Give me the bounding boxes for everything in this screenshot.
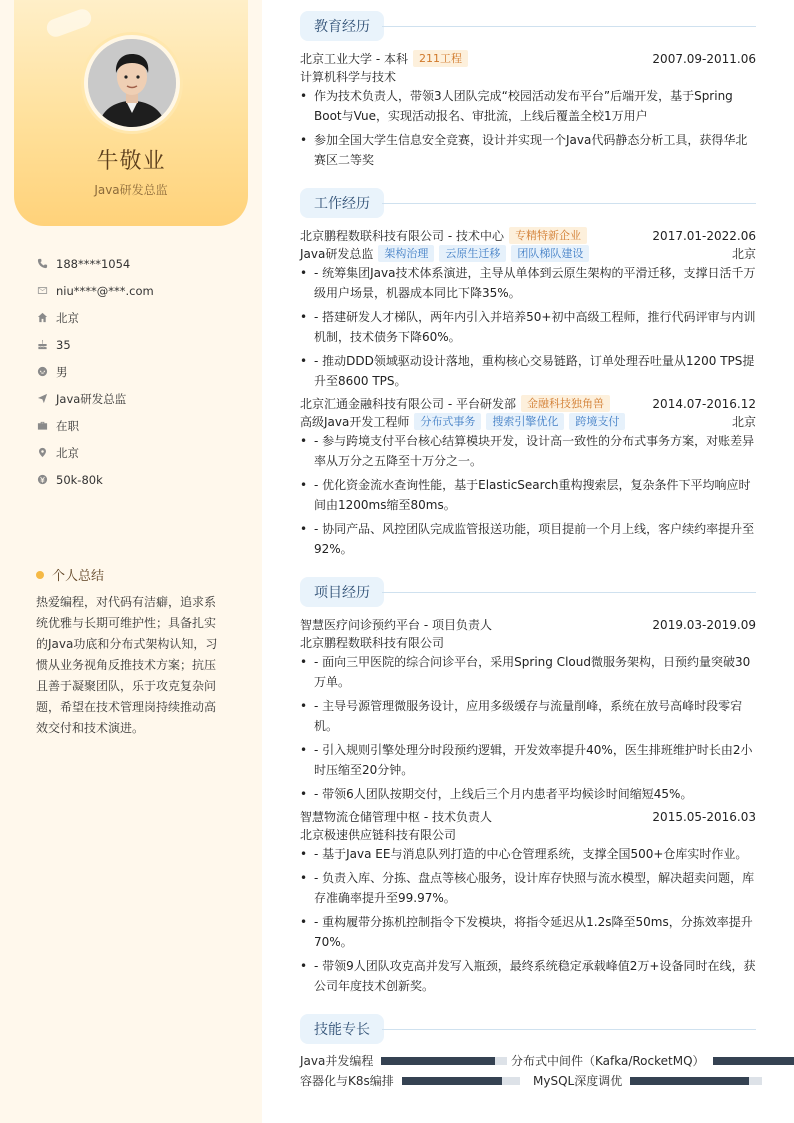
- education-period: 2007.09-2011.06: [652, 51, 756, 66]
- decorative-pill: [44, 7, 93, 40]
- skill-item: [300, 1052, 507, 1069]
- list-item: • 参加全国大学生信息安全竞赛，设计并实现一个Java代码静态分析工具，获得华北赛区二等奖: [300, 133, 748, 167]
- project-company: 北京极速供应链科技有限公司: [300, 828, 457, 842]
- contact-text: 188****1054: [56, 256, 131, 271]
- project-header: [300, 616, 756, 633]
- skill-bar: [713, 1057, 794, 1065]
- skill-tag: 跨境支付: [569, 413, 625, 430]
- list-item: • - 重构履带分拣机控制指令下发模块，将指令延迟从1.2s降至50ms，分拣效率提升70%。: [300, 915, 753, 949]
- contact-list: [36, 250, 246, 493]
- list-item: • - 优化资金流水查询性能，基于ElasticSearch重构搜索层，复杂条件下平均响应时间由1200ms缩至80ms。: [300, 478, 751, 512]
- section-projects: [300, 577, 756, 607]
- work-role-row: [300, 245, 756, 262]
- list-item: • - 参与跨境支付平台核心结算模块开发，设计高一致性的分布式事务方案，对账差异率从万分之五降至十万分之一。: [300, 434, 755, 468]
- skill-name: 分布式中间件（Kafka/RocketMQ）: [511, 1054, 705, 1068]
- skill-bar: [402, 1077, 520, 1085]
- salary-icon: [36, 474, 48, 486]
- section-work: [300, 188, 756, 218]
- contact-location: [36, 439, 246, 466]
- contact-text: 在职: [56, 418, 79, 433]
- list-item: • - 负责入库、分拣、盘点等核心服务，设计库存快照与流水模型，解决超卖问题，库存准确率提升至99.97%。: [300, 871, 755, 905]
- work-city: 北京: [731, 247, 756, 261]
- contact-text: niu****@***.com: [56, 283, 154, 298]
- contact-status: [36, 412, 246, 439]
- candidate-name: 牛敬业: [96, 149, 166, 174]
- skill-name: 容器化与K8s编排: [300, 1074, 394, 1088]
- bullet-dot-icon: [36, 571, 44, 579]
- contact-home: [36, 304, 246, 331]
- skill-bar: [630, 1077, 762, 1085]
- summary-title: 个人总结: [52, 569, 105, 584]
- school-name: 北京工业大学 - 本科: [300, 52, 408, 66]
- contact-text: 50k-80k: [56, 472, 103, 487]
- work-period: 2017.01-2022.06: [652, 228, 756, 243]
- avatar: [88, 39, 176, 127]
- send-icon: [36, 393, 48, 405]
- section-title: 工作经历: [300, 188, 384, 218]
- avatar-frame: [84, 35, 180, 131]
- skill-bar-fill: [630, 1077, 749, 1085]
- summary-heading: [36, 565, 104, 584]
- section-title: 技能专长: [300, 1014, 384, 1044]
- briefcase-icon: [36, 420, 48, 432]
- cake-icon: [36, 339, 48, 351]
- job-role: Java研发总监: [300, 247, 374, 261]
- contact-text: Java研发总监: [56, 391, 127, 406]
- contact-salary: [36, 466, 246, 493]
- contact-age: [36, 331, 246, 358]
- contact-email: [36, 277, 246, 304]
- location-pin-icon: [36, 447, 48, 459]
- skill-bar-fill: [402, 1077, 502, 1085]
- section-education: [300, 11, 756, 41]
- contact-gender: [36, 358, 246, 385]
- section-divider: [382, 26, 756, 27]
- skill-bar-fill: [381, 1057, 494, 1065]
- section-divider: [382, 203, 756, 204]
- list-item: • - 带领6人团队按期交付，上线后三个月内患者平均候诊时间缩短45%。: [300, 787, 693, 801]
- skill-item: [533, 1072, 762, 1089]
- project-company-row: [300, 826, 756, 843]
- section-divider: [382, 592, 756, 593]
- list-item: • - 带领9人团队攻克高并发写入瓶颈，最终系统稳定承载峰值2万+设备同时在线，获公司年度技术创新奖。: [300, 959, 756, 993]
- skill-tag: 架构治理: [378, 245, 434, 262]
- work-header: [300, 227, 756, 244]
- project-name: 智慧医疗问诊预约平台 - 项目负责人: [300, 618, 492, 632]
- work-period: 2014.07-2016.12: [652, 396, 756, 411]
- home-icon: [36, 312, 48, 324]
- skill-tag: 搜索引擎优化: [486, 413, 564, 430]
- contact-position: [36, 385, 246, 412]
- skill-item: [300, 1072, 520, 1089]
- skill-name: Java并发编程: [300, 1054, 374, 1068]
- contact-text: 男: [56, 364, 68, 379]
- project-company-row: [300, 634, 756, 651]
- project-company: 北京鹏程数联科技有限公司: [300, 636, 445, 650]
- section-title: 教育经历: [300, 11, 384, 41]
- skill-tag: 云原生迁移: [439, 245, 506, 262]
- job-role: 高级Java开发工程师: [300, 415, 410, 429]
- list-item: • - 推动DDD领域驱动设计落地，重构核心交易链路，订单处理吞吐量从1200 TPS提升至8600 TPS。: [300, 354, 755, 388]
- candidate-title: Java研发总监: [94, 183, 168, 197]
- skill-item: [511, 1052, 794, 1069]
- contact-text: 35: [56, 337, 71, 352]
- skill-bar: [381, 1057, 507, 1065]
- project-header: [300, 808, 756, 825]
- company-name: 北京汇通金融科技有限公司 - 平台研发部: [300, 397, 516, 411]
- education-major-row: [300, 68, 756, 85]
- project-name: 智慧物流仓储管理中枢 - 技术负责人: [300, 810, 492, 824]
- list-item: • - 协同产品、风控团队完成监管报送功能，项目提前一个月上线，客户续约率提升至92%。: [300, 522, 755, 556]
- school-tag: 211工程: [413, 50, 468, 67]
- phone-icon: [36, 258, 48, 270]
- skill-tag: 分布式事务: [414, 413, 481, 430]
- mail-icon: [36, 285, 48, 297]
- contact-phone: [36, 250, 246, 277]
- summary-text: 热爱编程，对代码有洁癖，追求系统优雅与长期可维护性；具备扎实的Java功底和分布式架构认知，习惯从业务视角反推技术方案；抗压且善于凝聚团队，乐于攻克复杂问题，希望在技术管理岗持续推动高效交付和技术演进。: [36, 595, 218, 735]
- education-header: [300, 50, 756, 67]
- list-item: • - 基于Java EE与消息队列打造的中心仓管理系统，支撑全国500+仓库实时作业。: [300, 847, 748, 861]
- list-item: • - 面向三甲医院的综合问诊平台，采用Spring Cloud微服务架构，日预约量突破30万单。: [300, 655, 751, 689]
- company-tag: 专精特新企业: [509, 227, 587, 244]
- skill-name: MySQL深度调优: [533, 1074, 623, 1088]
- project-period: 2019.03-2019.09: [652, 617, 756, 632]
- contact-text: 北京: [56, 445, 79, 460]
- list-item: • 作为技术负责人，带领3人团队完成“校园活动发布平台”后端开发，基于Spring Boot与Vue，实现活动报名、审批流，上线后覆盖全校1万用户: [300, 89, 733, 123]
- company-name: 北京鹏程数联科技有限公司 - 技术中心: [300, 229, 504, 243]
- company-tag: 金融科技独角兽: [521, 395, 610, 412]
- list-item: • - 主导号源管理微服务设计，应用多级缓存与流量削峰，系统在放号高峰时段零宕机。: [300, 699, 743, 733]
- gender-icon: [36, 366, 48, 378]
- section-title: 项目经历: [300, 577, 384, 607]
- section-divider: [382, 1029, 756, 1030]
- work-role-row: [300, 413, 756, 430]
- work-city: 北京: [731, 415, 756, 429]
- list-item: • - 搭建研发人才梯队，两年内引入并培养50+初中高级工程师，推行代码评审与内训机制，技术债务下降60%。: [300, 310, 756, 344]
- section-skills: [300, 1014, 756, 1044]
- project-period: 2015.05-2016.03: [652, 809, 756, 824]
- work-header: [300, 395, 756, 412]
- skill-tag: 团队梯队建设: [511, 245, 589, 262]
- avatar-photo: [88, 39, 176, 127]
- list-item: • - 统筹集团Java技术体系演进，主导从单体到云原生架构的平滑迁移，支撑日活千万级用户场景，机器成本同比下降35%。: [300, 266, 756, 300]
- list-item: • - 引入规则引擎处理分时段预约逻辑，开发效率提升40%，医生排班维护时长由2小时压缩至20分钟。: [300, 743, 753, 777]
- skill-bar-fill: [713, 1057, 794, 1065]
- education-major: 计算机科学与技术: [300, 70, 397, 84]
- sidebar: [0, 0, 262, 1123]
- contact-text: 北京: [56, 310, 79, 325]
